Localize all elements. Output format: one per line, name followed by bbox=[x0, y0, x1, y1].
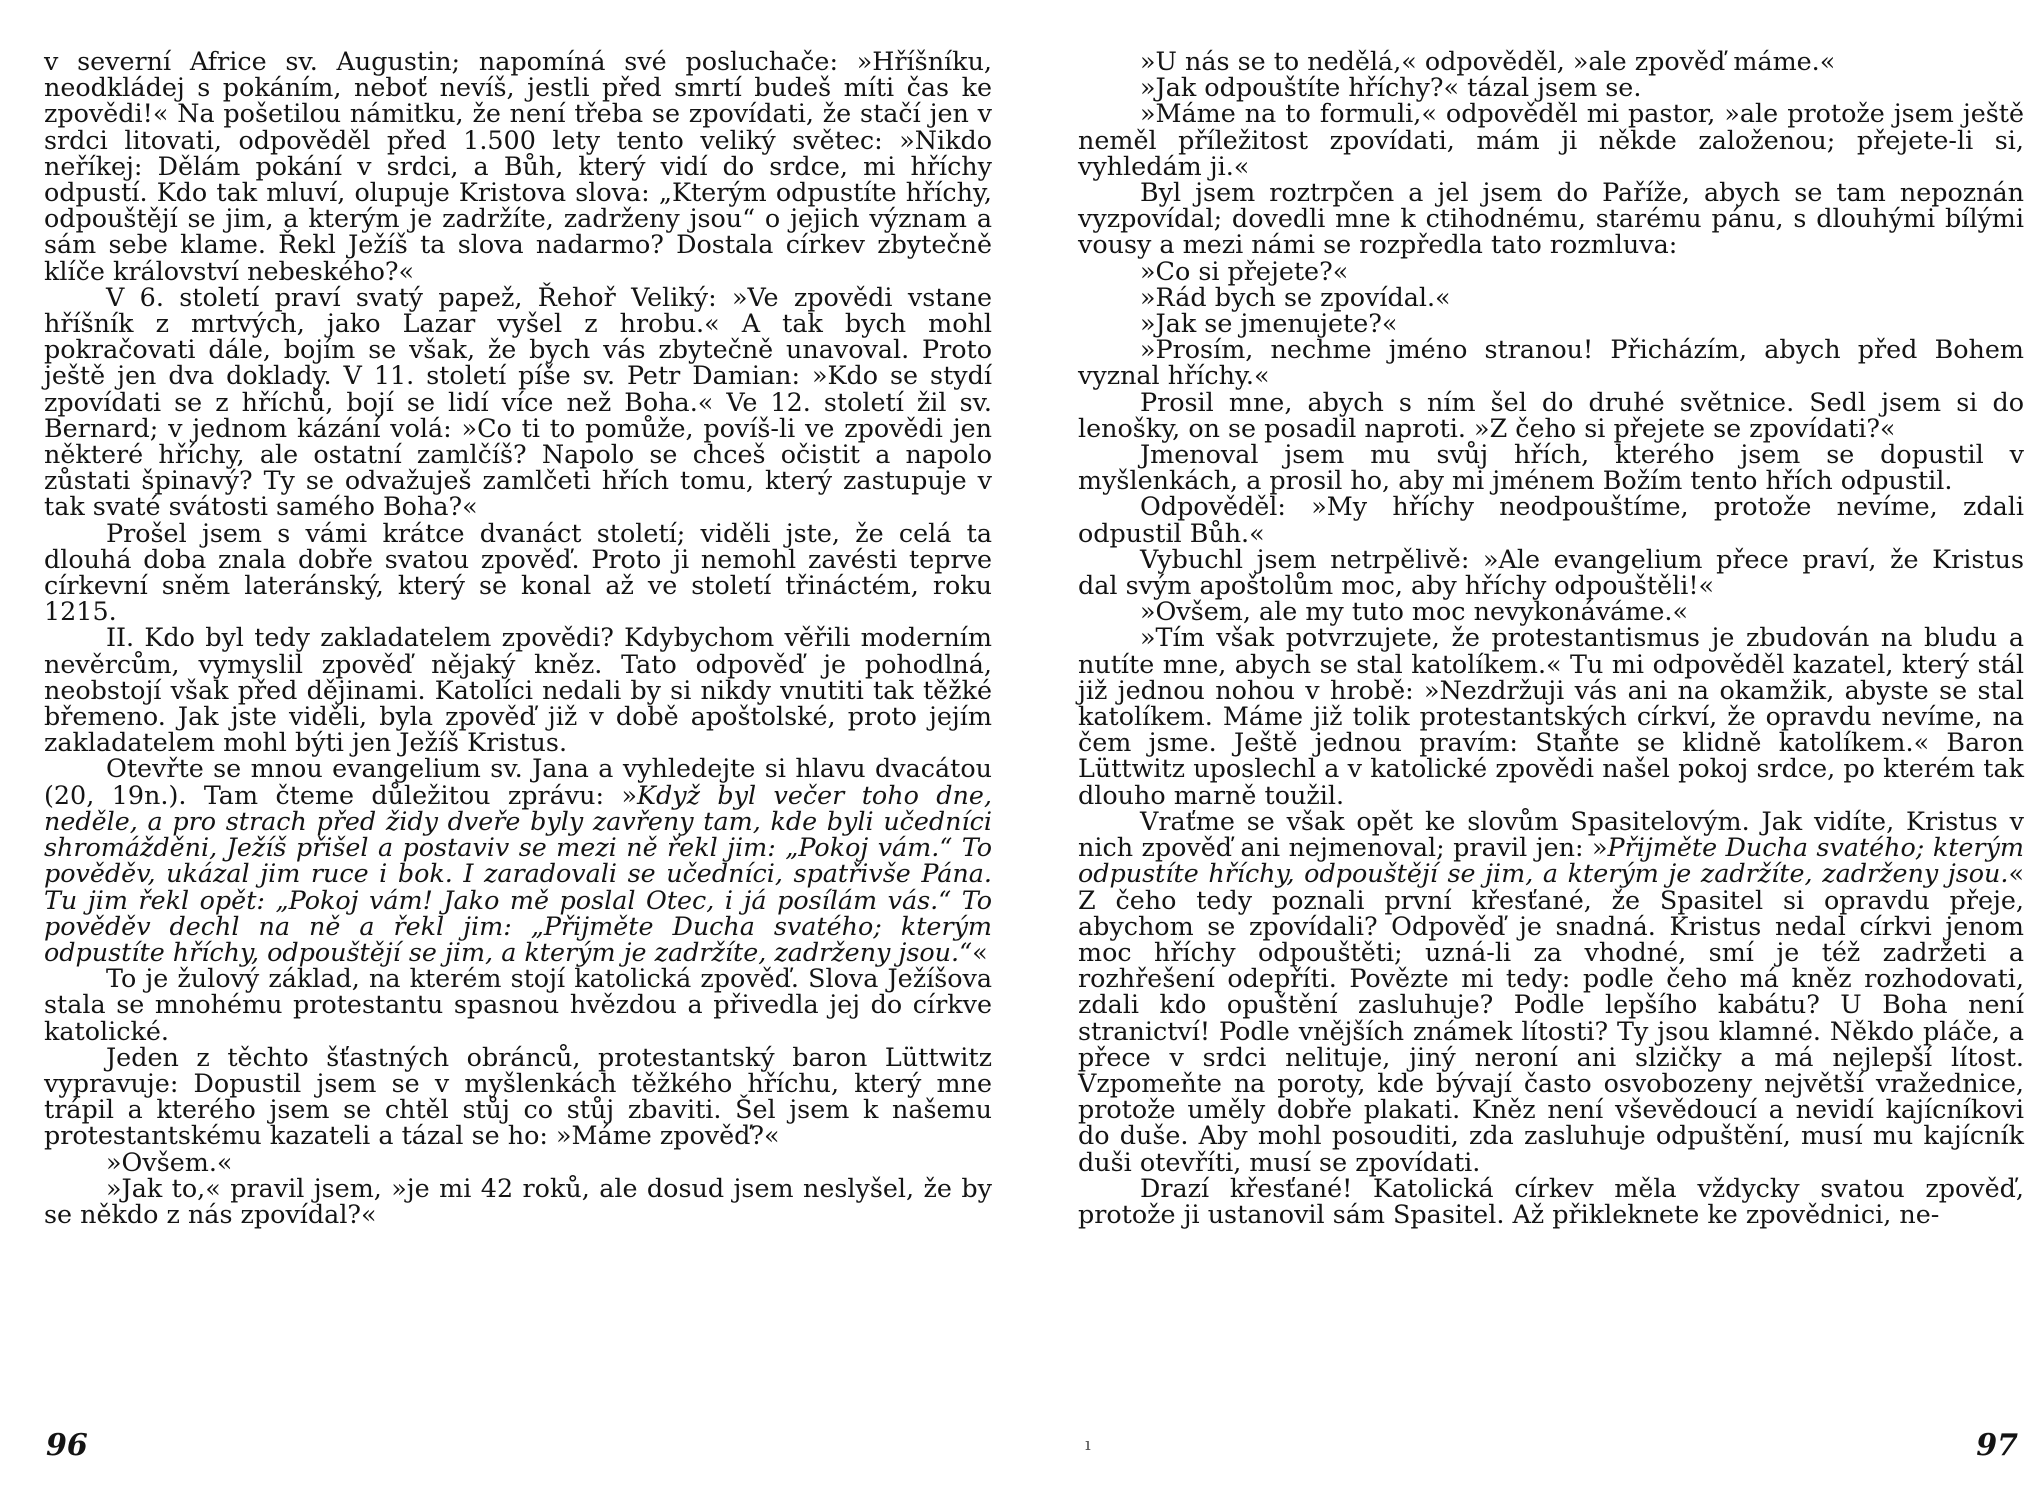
paragraph: »Máme na to formuli,« odpověděl mi pastor, »ale protože jsem ještě neměl příležitost zpovídati, mám ji někde založenou; přejete-li si, vyhledám ji.« bbox=[1078, 98, 2024, 181]
paragraph-text: Vraťme se však opět ke slovům Spasitelovým. Jak vidíte, Kristus v nich zpověď ani nejmenoval; pravil jen: » bbox=[1078, 805, 2024, 863]
paragraph: Odpověděl: »My hříchy neodpouštíme, protože nevíme, zdali odpustil Bůh.« bbox=[1078, 491, 2024, 548]
paragraph: »Ovšem.« bbox=[106, 1146, 233, 1177]
paragraph: Jmenoval jsem mu svůj hřích, kterého jsem se dopustil v myšlenkách, a prosil ho, aby mi jménem Božím tento hřích odpustil. bbox=[1078, 439, 2024, 496]
paragraph: Byl jsem roztrpčen a jel jsem do Paříže, abych se tam nepoznán vyzpovídal; dovedli mne k ctihodnému, starému pánu, s dlouhými bílými vousy a mezi námi se rozpředla tato rozmluva: bbox=[1078, 177, 2024, 260]
paragraph-text: « Z čeho tedy poznali první křesťané, že Spasitel si opravdu přeje, abychom se zpovídali? Odpověď je snadná. Kristus nedal církvi jenom moc hříchy odpouštěti; uzná-li za vhodné, smí je též zadržeti a rozhřešení odepříti. Povězte mi tedy: podle čeho má kněz rozhodovati, zdali kdo opuštění zasluhuje? Podle lepšího kabátu? U Boha není stranictví! Podle vnějších známek lítosti? Ty jsou klamné. Někdo pláče, a přece v srdci nelituje, jiný neroní ani slzičky a má nejlepší lítost. Vzpomeňte na poroty, kde bývají často osvobozeny největší vražednice, protože uměly dobře plakati. Kněz není vševědoucí a nevidí kajícníkovi do duše. Aby mohl posouditi, zda zasluhuje odpuštění, musí mu kajícník duši otevříti, musí se zpovídati. bbox=[1078, 858, 2024, 1177]
paragraph-text: Otevřte se mnou evangelium sv. Jana a vyhledejte si hlavu dvacátou (20, 19n.). Tam čteme důležitou zprávu: » bbox=[44, 753, 992, 810]
paragraph: »Co si přejete?« bbox=[1140, 255, 1349, 286]
paragraph: Jeden z těchto šťastných obránců, protestantský baron Lüttwitz vypravuje: Dopustil jsem se v myšlenkách těžkého hříchu, který mne trápil a kterého jsem se chtěl stůj co stůj zbaviti. Šel jsem k našemu protestantskému kazateli a tázal se ho: »Máme zpověď?« bbox=[44, 1041, 992, 1151]
paragraph: v severní Africe sv. Augustin; napomíná své posluchače: »Hříšníku, neodkládej s pokáním, neboť nevíš, jestli před smrtí budeš míti čas ke zpovědi!« Na pošetilou námitku, že není třeba se zpovídati, že stačí jen v srdci litovati, odpověděl před 1.500 lety tento veliký světec: »Nikdo neříkej: Dělám pokání v srdci, a Bůh, který vidí do srdce, mi hříchy odpustí. Kdo tak mluví, olupuje Kristova slova: „Kterým odpustíte hříchy, odpouštějí se jim, a kterým je zadržíte, zadrženy jsou“ o jejich význam a sám sebe klame. Řekl Ježíš ta slova nadarmo? Dostala církev zbytečně klíče království nebeského?« bbox=[44, 46, 992, 286]
paragraph: II. Kdo byl tedy zakladatelem zpovědi? Kdybychom věřili moderním nevěrcům, vymyslil zpověď nějaký kněz. Tato odpověď je pohodlná, neobstojí však před dějinami. Katolíci nedali by si nikdy vnutiti tak těžké břemeno. Jak jste viděli, byla zpověď již v době apoštolské, proto jejím zakladatelem mohl býti jen Ježíš Kristus. bbox=[44, 622, 992, 758]
left-page bbox=[44, 48, 992, 1227]
paragraph: »Ovšem, ale my tuto moc nevykonáváme.« bbox=[1140, 596, 1689, 627]
paragraph: »Jak odpouštíte hříchy?« tázal jsem se. bbox=[1140, 72, 1642, 103]
page-number-right: 97 bbox=[1976, 1428, 2018, 1463]
paragraph-with-quote bbox=[1078, 805, 2024, 1177]
paragraph: »Tím však potvrzujete, že protestantismus je zbudován na bludu a nutíte mne, abych se stal katolíkem.« Tu mi odpověděl kazatel, který stál již jednou nohou v hrobě: »Nezdržuji vás ani na okamžik, abyste se stal katolíkem. Máme již tolik protestantských církví, že opravdu nevíme, na čem jsme. Ještě jednou pravím: Staňte se klidně katolíkem.« Baron Lüttwitz uposlechl a v katolické zpovědi našel pokoj srdce, po kterém tak dlouho marně toužil. bbox=[1078, 622, 2024, 810]
paragraph: »Rád bych se zpovídal.« bbox=[1140, 281, 1451, 312]
paragraph-text: « bbox=[972, 936, 988, 967]
right-page-body bbox=[1078, 48, 2024, 1227]
paragraph: Vybuchl jsem netrpělivě: »Ale evangelium přece praví, že Kristus dal svým apoštolům moc, aby hříchy odpouštěli!« bbox=[1078, 543, 2024, 601]
paragraph: Prošel jsem s vámi krátce dvanáct století; viděli jste, že celá ta dlouhá doba znala dobře svatou zpověď. Proto ji nemohl zavésti teprve církevní sněm lateránský, který se konal až ve století třináctém, roku 1215. bbox=[44, 517, 992, 627]
stray-print-mark: ı bbox=[1085, 1434, 1091, 1455]
paragraph-with-quote bbox=[44, 755, 992, 965]
paragraph: »Prosím, nechme jméno stranou! Přicházím, abych před Bohem vyznal hříchy.« bbox=[1078, 334, 2024, 391]
gospel-quote: Přijměte Ducha svatého; kterým odpustíte hříchy, odpouštějí se jim, a kterým je zadržíte, zadrženy jsou. bbox=[1078, 832, 2024, 889]
paragraph: V 6. století praví svatý papež, Řehoř Veliký: »Ve zpovědi vstane hříšník z mrtvých, jako Lazar vyšel z hrobu.« A tak bych mohl pokračovati dále, bojím se však, že bych vás zbytečně unavoval. Proto ještě jen dva doklady. V 11. století píše sv. Petr Damian: »Kdo se stydí zpovídati se z hříchů, bojí se lidí více než Boha.« Ve 12. století žil sv. Bernard; v jednom kázání volá: »Co ti to pomůže, povíš-li ve zpovědi jen některé hříchy, ale ostatní zamlčíš? Napolo se chceš očistit a napolo zůstati špinavý? Ty se odvažuješ zamlčeti hřích tomu, který zastupuje v tak svaté svátosti samého Boha?« bbox=[44, 281, 992, 522]
paragraph: To je žulový základ, na kterém stojí katolická zpověď. Slova Ježíšova stala se mnohému protestantu spasnou hvězdou a přivedla jej do církve katolické. bbox=[44, 963, 992, 1046]
paragraph: »Jak se jmenujete?« bbox=[1140, 308, 1398, 339]
left-page-body bbox=[44, 48, 992, 1227]
paragraph: Prosil mne, abych s ním šel do druhé světnice. Sedl jsem si do lenošky, on se posadil naproti. »Z čeho si přejete se zpovídati?« bbox=[1078, 386, 2024, 443]
paragraph: »U nás se to nedělá,« odpověděl, »ale zpověď máme.« bbox=[1140, 46, 1836, 76]
right-page bbox=[1078, 48, 2024, 1227]
paragraph: »Jak to,« pravil jsem, »je mi 42 roků, ale dosud jsem neslyšel, že by se někdo z nás zpovídal?« bbox=[44, 1172, 992, 1229]
paragraph: Drazí křesťané! Katolická církev měla vždycky svatou zpověď, protože ji ustanovil sám Spasitel. Až přikleknete ke zpovědnici, ne- bbox=[1078, 1172, 2024, 1229]
gospel-quote: Když byl večer toho dne, neděle, a pro strach před židy dveře byly zavřeny tam, kde byli učedníci shromážděni, Ježíš přišel a postaviv se mezi ně řekl jim: „Pokoj vám.“ To pověděv, ukázal jim ruce i bok. I zaradovali se učedníci, spatřivše Pána. Tu jim řekl opět: „Pokoj vám! Jako mě poslal Otec, i já posílám vás.“ To pověděv dechl na ně a řekl jim: „Přijměte Ducha svatého; kterým odpustíte hříchy, odpouštějí se jim, a kterým je zadržíte, zadrženy jsou.“ bbox=[44, 779, 992, 967]
page-number-left: 96 bbox=[46, 1428, 88, 1463]
